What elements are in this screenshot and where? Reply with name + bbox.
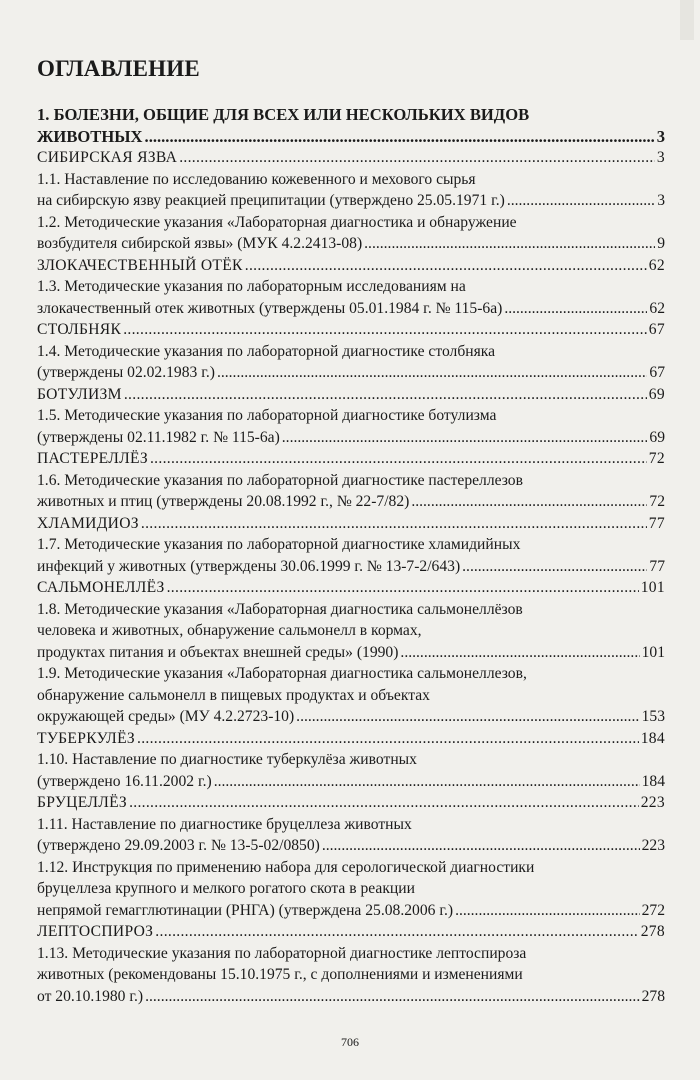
toc-disease-heading (37, 147, 665, 169)
toc-disease-heading (37, 513, 665, 535)
toc-entry-title: (утверждены 02.02.1983 г.) (37, 364, 215, 381)
toc-page-number: 69 (649, 428, 665, 446)
toc-entry-final-line (37, 642, 665, 664)
dot-leader (217, 362, 647, 384)
dot-leader (214, 771, 640, 793)
toc-entry-title: ЛЕПТОСПИРОЗ (37, 923, 154, 940)
toc-disease-heading (37, 384, 665, 406)
toc-entry-line: 1. БОЛЕЗНИ, ОБЩИЕ ДЛЯ ВСЕХ ИЛИ НЕСКОЛЬКИХ ВИДОВ (37, 105, 530, 124)
toc-entry-line: 1.2. Методические указания «Лабораторная диагностика и обнаружение (37, 213, 517, 231)
dot-leader (455, 900, 640, 922)
toc-entry (37, 276, 665, 319)
toc-entry (37, 341, 665, 384)
toc-entry-title: от 20.10.1980 г.) (37, 987, 144, 1005)
dot-leader (322, 835, 640, 857)
toc-entry (37, 663, 665, 728)
toc-page-number: 3 (656, 126, 665, 146)
toc-entry-line: человека и животных, обнаружение сальмонелл в кормах, (37, 622, 422, 639)
toc-page-number: 3 (657, 192, 665, 209)
toc-entry (37, 814, 665, 857)
toc-entry (37, 470, 665, 513)
toc-disease-heading (37, 921, 665, 943)
toc-disease-heading (37, 728, 665, 750)
dot-leader (145, 126, 655, 148)
toc-entry (37, 749, 665, 792)
toc-entry-line: 1.12. Инструкция по применению набора для серологической диагностики (37, 858, 535, 876)
toc-entry-final-line (37, 319, 665, 341)
dot-leader (179, 147, 655, 169)
toc-page-number: 67 (649, 364, 665, 381)
toc-entry-title: САЛЬМОНЕЛЛЁЗ (37, 579, 165, 596)
toc-entry-final-line (37, 384, 665, 406)
toc-entry-line: 1.9. Методические указания «Лабораторная диагностика сальмонеллезов, (37, 665, 527, 682)
toc-entry (37, 599, 665, 664)
toc-page-number: 153 (641, 708, 665, 725)
dot-leader (296, 706, 639, 728)
toc-entry-title: ТУБЕРКУЛЁЗ (37, 729, 136, 747)
toc-page-number: 184 (640, 729, 665, 747)
dot-leader (123, 319, 647, 341)
toc-entry-title: злокачественный отек животных (утверждены 05.01.1984 г. № 115-6а) (37, 299, 503, 317)
toc-entry-line: 1.1. Наставление по исследованию кожевенного и мехового сырья (37, 170, 476, 188)
toc-page-number: 278 (641, 987, 665, 1005)
toc-page-number: 72 (648, 450, 665, 467)
toc-entry-line: 1.5. Методические указания по лабораторной диагностике ботулизма (37, 407, 497, 424)
toc-entry-title: ПАСТЕРЕЛЛЁЗ (37, 450, 148, 467)
toc-entry-final-line (37, 491, 665, 513)
toc-entry-final-line (37, 298, 665, 320)
toc-page-number: 101 (641, 643, 665, 661)
toc-entry-title: животных и птиц (утверждены 20.08.1992 г., № 22-7/82) (37, 493, 410, 510)
toc-entry-title: СИБИРСКАЯ ЯЗВА (37, 149, 178, 166)
toc-entry-final-line (37, 835, 665, 857)
toc-entry-title: продуктах питания и объектах внешней среды» (1990) (37, 643, 399, 661)
toc-entry-title: (утверждены 02.11.1982 г. № 115-6а) (37, 428, 280, 446)
dot-leader (155, 921, 638, 943)
toc-entry-final-line (37, 900, 665, 922)
toc-entry-title: на сибирскую язву реакцией преципитации (утверждено 25.05.1971 г.) (37, 192, 505, 209)
toc-entry-title: инфекций у животных (утверждены 30.06.1999 г. № 13-7-2/643) (37, 557, 461, 575)
toc-entry-title: (утверждено 16.11.2002 г.) (37, 772, 212, 790)
toc-page-number: 62 (649, 299, 665, 317)
toc-entry-line: 1.3. Методические указания по лабораторным исследованиям на (37, 278, 466, 295)
toc-entry-line: 1.13. Методические указания по лабораторной диагностике лептоспироза (37, 944, 527, 962)
toc-entry-title: (утверждено 29.09.2003 г. № 13-5-02/0850) (37, 837, 320, 854)
toc-page-number: 77 (649, 557, 665, 575)
toc-entry-final-line (37, 427, 665, 449)
page-edge (680, 0, 694, 40)
toc-entry-line: 1.6. Методические указания по лабораторной диагностике пастереллезов (37, 471, 523, 489)
toc-page-number: 184 (641, 772, 665, 790)
toc-entry-line: бруцеллеза крупного и мелкого рогатого скота в реакции (37, 880, 415, 897)
toc-entry (37, 169, 665, 212)
toc-disease-heading (37, 577, 665, 599)
toc-heading: ОГЛАВЛЕНИЕ (37, 56, 200, 81)
toc-entry-line: 1.7. Методические указания по лабораторной диагностике хламидийных (37, 536, 521, 553)
toc-entry-title: ЖИВОТНЫХ (37, 126, 143, 146)
toc-page-number: 9 (657, 235, 665, 252)
toc-entry-title: возбудителя сибирской язвы» (МУК 4.2.2413-08) (37, 235, 363, 252)
toc-entry-final-line (37, 706, 665, 728)
dot-leader (364, 233, 655, 255)
toc-entry-line: животных (рекомендованы 15.10.1975 г., с дополнениями и изменениями (37, 966, 523, 983)
dot-leader (167, 577, 639, 599)
toc-page-number: 223 (640, 794, 665, 811)
toc-entry (37, 857, 665, 922)
toc-entry-line: 1.4. Методические указания по лабораторной диагностике столбняка (37, 342, 496, 360)
toc-page-number: 278 (640, 923, 665, 940)
toc-entry-final-line (37, 448, 665, 470)
dot-leader (150, 448, 647, 470)
toc-entry-final-line (37, 577, 665, 599)
toc-entry-line: обнаружение сальмонелл в пищевых продуктах и объектах (37, 686, 430, 704)
table-of-contents (37, 104, 665, 1007)
toc-entry (37, 212, 665, 255)
toc-entry-final-line (37, 986, 665, 1008)
toc-entry-final-line (37, 771, 665, 793)
dot-leader (145, 986, 640, 1008)
toc-page-number: 77 (648, 514, 665, 532)
toc-page-number: 72 (649, 493, 665, 510)
toc-entry-title: непрямой гемагглютинации (РНГА) (утверждена 25.08.2006 г.) (37, 901, 454, 919)
toc-disease-heading (37, 448, 665, 470)
toc-entry-final-line (37, 233, 665, 255)
toc-entry-title: СТОЛБНЯК (37, 321, 122, 338)
dot-leader (137, 728, 639, 750)
toc-page-number: 62 (648, 256, 665, 274)
toc-entry-final-line (37, 190, 665, 212)
dot-leader (124, 384, 647, 406)
toc-entry-final-line (37, 728, 665, 750)
toc-entry-final-line (37, 513, 665, 535)
toc-page-number: 69 (648, 385, 665, 403)
toc-disease-heading (37, 319, 665, 341)
toc-entry (37, 943, 665, 1008)
toc-entry-title: ЗЛОКАЧЕСТВЕННЫЙ ОТЁК (37, 256, 243, 274)
toc-page-number: 272 (641, 901, 665, 919)
toc-section (37, 104, 665, 147)
toc-entry-final-line (37, 792, 665, 814)
toc-entry-title: БОТУЛИЗМ (37, 385, 122, 403)
dot-leader (507, 190, 655, 212)
toc-entry-final-line (37, 126, 665, 148)
toc-entry-line: 1.8. Методические указания «Лабораторная диагностика сальмонеллёзов (37, 600, 523, 618)
dot-leader (462, 556, 647, 578)
dot-leader (400, 642, 639, 664)
page-number: 706 (341, 1035, 359, 1049)
toc-entry-title: ХЛАМИДИОЗ (37, 514, 139, 532)
toc-page-number: 67 (648, 321, 665, 338)
dot-leader (282, 427, 648, 449)
dot-leader (504, 298, 647, 320)
toc-entry-title: БРУЦЕЛЛЁЗ (37, 794, 128, 811)
toc-entry-title: окружающей среды» (МУ 4.2.2723-10) (37, 708, 295, 725)
toc-disease-heading (37, 792, 665, 814)
toc-entry-final-line (37, 362, 665, 384)
toc-page-number: 3 (656, 149, 665, 166)
dot-leader (245, 255, 647, 277)
toc-entry-final-line (37, 255, 665, 277)
toc-entry-line: 1.11. Наставление по диагностике бруцеллеза животных (37, 815, 412, 833)
toc-entry-final-line (37, 921, 665, 943)
toc-disease-heading (37, 255, 665, 277)
toc-entry-final-line (37, 147, 665, 169)
dot-leader (411, 491, 647, 513)
toc-entry (37, 405, 665, 448)
toc-page-number: 101 (640, 579, 665, 596)
dot-leader (129, 792, 639, 814)
toc-entry (37, 534, 665, 577)
toc-entry-line: 1.10. Наставление по диагностике туберкулёза животных (37, 751, 417, 768)
toc-page-number: 223 (641, 837, 665, 854)
dot-leader (141, 513, 647, 535)
toc-entry-final-line (37, 556, 665, 578)
